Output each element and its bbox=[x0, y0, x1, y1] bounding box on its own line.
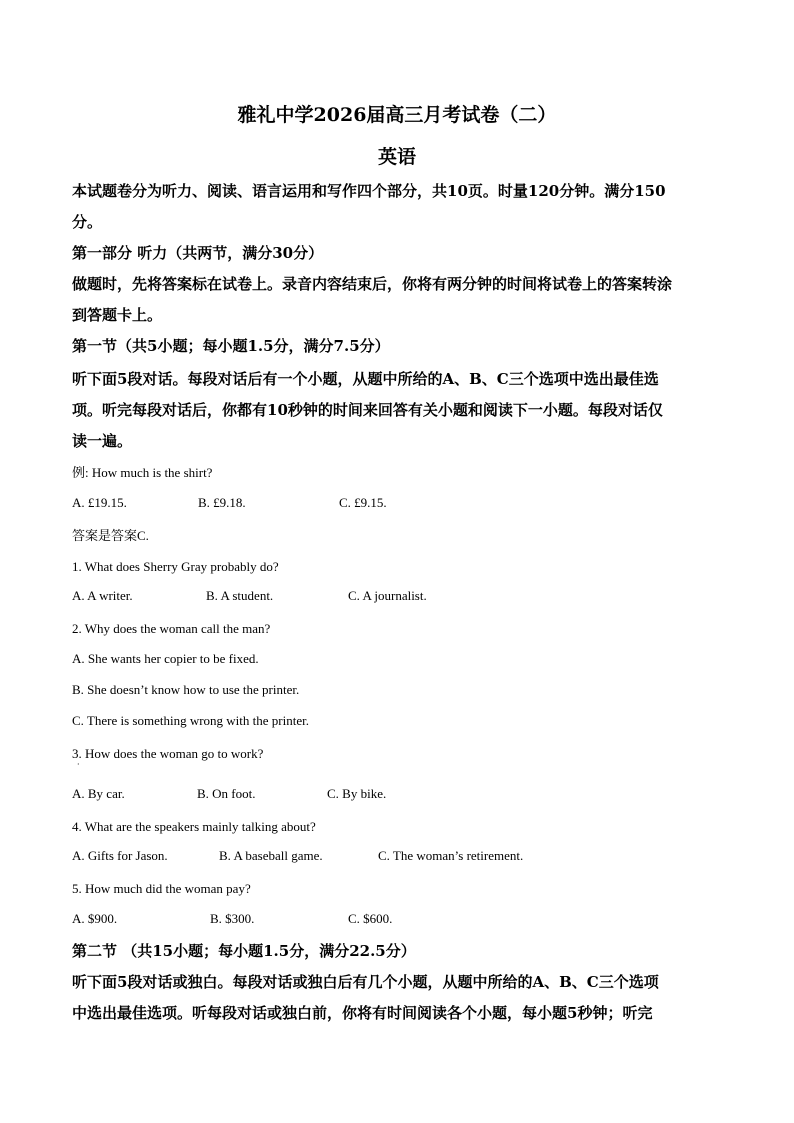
example-option-a: A. £19.15. bbox=[72, 495, 127, 510]
q2-option-b: B. She doesn’t know how to use the printer. bbox=[72, 682, 300, 697]
q4-option-b: B. A baseball game. bbox=[219, 848, 323, 863]
subject-title: 英语 bbox=[377, 146, 416, 168]
q3-option-a: A. By car. bbox=[72, 786, 125, 801]
section1-instruction-3: 读一遍。 bbox=[72, 432, 133, 450]
q1-option-b: B. A student. bbox=[206, 588, 274, 603]
example-option-c: C. £9.15. bbox=[339, 495, 387, 510]
question-3: 3. How does the woman go to work? bbox=[72, 746, 264, 761]
question-1: 1. What does Sherry Gray probably do? bbox=[72, 559, 279, 574]
exam-title: 雅礼中学2026届高三月考试卷（二） bbox=[237, 104, 557, 126]
q4-option-c: C. The woman’s retirement. bbox=[378, 848, 524, 863]
section2-instruction-2: 中选出最佳选项。听每段对话或独白前，你将有时间阅读各个小题，每小题5秒钟；听完 bbox=[72, 1004, 653, 1022]
part1-heading: 第一部分 听力（共两节，满分30分） bbox=[72, 244, 324, 262]
example-question: 例: How much is the shirt? bbox=[72, 465, 213, 480]
q3-option-c: C. By bike. bbox=[327, 786, 387, 801]
section2-heading: 第二节 （共15小题；每小题1.5分，满分22.5分） bbox=[72, 942, 416, 960]
q2-option-c: C. There is something wrong with the printer. bbox=[72, 713, 309, 728]
q5-option-a: A. $900. bbox=[72, 911, 118, 926]
q4-option-a: A. Gifts for Jason. bbox=[72, 848, 168, 863]
stray-dot: · bbox=[77, 760, 80, 769]
example-option-b: B. £9.18. bbox=[198, 495, 246, 510]
q2-option-a: A. She wants her copier to be fixed. bbox=[72, 651, 259, 666]
intro-line-2: 分。 bbox=[72, 213, 103, 231]
intro-line-1: 本试题卷分为听力、阅读、语言运用和写作四个部分，共10页。时量120分钟。满分150 bbox=[72, 182, 666, 200]
section1-instruction-1: 听下面5段对话。每段对话后有一个小题，从题中所给的A、B、C三个选项中选出最佳选 bbox=[72, 370, 659, 388]
question-2: 2. Why does the woman call the man? bbox=[72, 621, 271, 636]
part1-instruction-1: 做题时，先将答案标在试卷上。录音内容结束后，你将有两分钟的时间将试卷上的答案转涂 bbox=[72, 275, 673, 293]
q5-option-b: B. $300. bbox=[210, 911, 255, 926]
q3-option-b: B. On foot. bbox=[197, 786, 256, 801]
q1-option-c: C. A journalist. bbox=[348, 588, 427, 603]
section2-instruction-1: 听下面5段对话或独白。每段对话或独白后有几个小题，从题中所给的A、B、C三个选项 bbox=[72, 973, 659, 991]
question-4: 4. What are the speakers mainly talking about? bbox=[72, 819, 316, 834]
part1-instruction-2: 到答题卡上。 bbox=[72, 306, 163, 324]
example-answer: 答案是答案C. bbox=[72, 528, 149, 543]
question-5: 5. How much did the woman pay? bbox=[72, 881, 251, 896]
section1-heading: 第一节（共5小题；每小题1.5分，满分7.5分） bbox=[72, 337, 390, 355]
q5-option-c: C. $600. bbox=[348, 911, 393, 926]
section1-instruction-2: 项。听完每段对话后，你都有10秒钟的时间来回答有关小题和阅读下一小题。每段对话仅 bbox=[72, 401, 663, 419]
q1-option-a: A. A writer. bbox=[72, 588, 133, 603]
